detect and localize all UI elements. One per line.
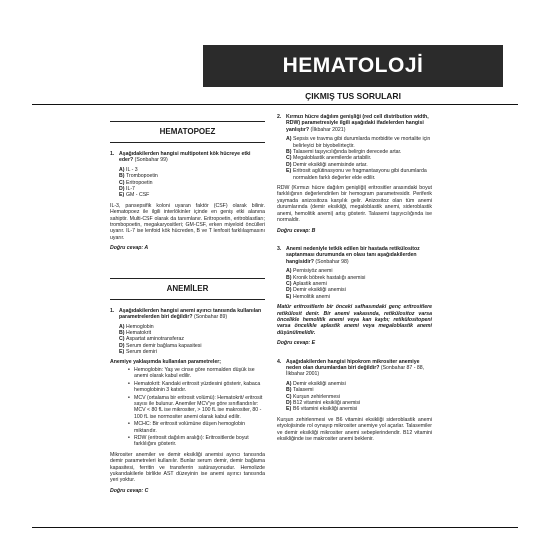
options-list <box>119 167 265 199</box>
question-source: (Sonbahar 98) <box>315 258 349 265</box>
section-heading-hematopoez: HEMATOPOEZ <box>110 127 265 137</box>
option-letter: A) <box>119 166 125 173</box>
question-3 <box>277 246 432 265</box>
option-text: Demir eksikliği anemisi <box>293 287 346 294</box>
option-letter: E) <box>286 406 292 413</box>
option-e <box>286 168 432 181</box>
option-text: Demir eksikliği anemisinde artar. <box>293 161 368 168</box>
left-column <box>110 113 265 496</box>
explanation-paragraph: Mikrositer anemiler ve demir eksikliği anemisi ayırıcı tanısında demir parametreleri kullanılır. Bunlar serum demir, demir bağlama kapasitesi, ferritin ve transferrin satürasyonudur. Hemolizde yukarıdakilerle birlikte AST düzeyinin ise anemi ayırıcı tanısında yeri yoktur. <box>110 451 265 484</box>
bullet-text: Hemoglobin: Yaş ve cinse göre normalden düşük ise anemi olarak kabul edilir. <box>134 366 255 380</box>
option-e <box>119 192 265 198</box>
option-letter: C) <box>286 280 292 287</box>
answer-line: Doğru cevap: C <box>110 487 149 494</box>
option-letter: D) <box>119 342 125 349</box>
question-text: Aşağıdakilerden hangisi anemi ayırıcı tanısında kullanılan parametrelerden biri değildir? <box>119 307 262 321</box>
bullet-text: MCV (ortalama bir eritrosit volümü): Hematokrit/ eritrosit sayısı ile bulunur. Anemiler MCV'ye göre sınıflandırılır: MCV < 80 fL ise mikrositer, > 100 fL ise makrositer, 80 - 100 fL ise normositer anemi olarak kabul edilir. <box>134 394 263 420</box>
bullet-text: MCHC: Bir eritrosit volümüne düşen hemoglobin miktarıdır. <box>134 421 246 434</box>
option-text: Trombopoetin <box>126 173 158 180</box>
option-text: IL-7 <box>126 186 135 193</box>
options-list <box>286 381 432 413</box>
option-text: Serum demir bağlama kapasitesi <box>126 342 202 349</box>
option-letter: B) <box>119 173 125 180</box>
question-number: 3. <box>277 245 282 252</box>
bullet-item: • RDW (eritrosit dağılım aralığı): Eritrositlerde boyut farklılığını gösterir. <box>128 435 265 448</box>
option-letter: E) <box>119 192 125 199</box>
explanation-paragraph: RDW (Kırmızı hücre dağılım genişliği) eritrositler arasındaki boyut farklılığının değerlendirilen bir hemogram parametresidir. Periferik yaymada anizositoza karşılık gelir. Anizositoz olan tüm anemi durumlarında (demir eksikliği, megaloblastik anemi, sideroblastik anemi, hemolitik anemi) artış gösterir. Talasemi taşıyıcılığında ise normaldir. <box>277 185 432 224</box>
option-text: Demir eksikliği anemisi <box>293 380 346 387</box>
explanation-paragraph: Kurşun zehirlenmesi ve B6 vitamini eksikliği sideroblastik anemi etyolojisinde rol oynayıp mikrositer anemiye yol açarlar. Talasemiler ve demir eksikliği mikrositer anemi sebeplerindendir. B12 vitamini eksikliğinde ise makrositer anemi beklenir. <box>277 416 432 443</box>
options-list <box>286 268 432 300</box>
option-text: Hematokrit <box>126 329 152 336</box>
answer-line: Doğru cevap: E <box>277 340 316 347</box>
option-e <box>286 294 432 300</box>
options-list <box>286 136 432 181</box>
explanation-paragraph: IL-3, pansepsifik koloni uyaran faktör (CSF) olarak bilinir. Hematopoez ile ilgili interlökinler içinde en geniş etki alanına sahiptir. Multi-CSF olarak da tanımlanır. Eritropoetin, eritroblastları; trombopoetin, megakaryositleri; GM-CSF, erken miyeloid öncülleri uyarır. IL-7 ise lenfoid kök hücreden, B ve T lenfosit farklılaşmasını uyarır. <box>110 202 265 241</box>
option-letter: A) <box>119 323 125 330</box>
question-number: 1. <box>110 307 115 314</box>
top-divider <box>32 104 518 105</box>
option-text: Pernisiyöz anemi <box>293 268 333 275</box>
bullet-list <box>128 367 265 448</box>
bullet-item: • MCHC: Bir eritrosit volümüne düşen hemoglobin miktarıdır. <box>128 421 265 434</box>
question-text: Aşağıdakilerden hangisi multipotent kök hücreye etki eder? <box>119 151 251 164</box>
parameters-heading: Anemiye yaklaşımda kullanılan parametreler; <box>110 358 222 365</box>
options-list <box>119 324 265 356</box>
option-letter: B) <box>119 329 125 336</box>
option-letter: D) <box>119 186 125 193</box>
question-number: 4. <box>277 358 282 365</box>
option-text: Eritrosit aglütinasyonu ve fragmantasyonu gibi durumlarda normalden farklı değerler elde edilir. <box>293 168 427 181</box>
question-text: Kırmızı hücre dağılım genişliği (red cell distribution width, RDW) parametresiyle ilgili aşağıdaki ifadelerden hangisi yanlıştır? <box>286 114 429 133</box>
option-text: Serum demiri <box>126 349 157 356</box>
option-text: Talasemi <box>293 387 314 394</box>
option-text: Megaloblastik anemilerde artabilir. <box>293 155 372 162</box>
question-text: Anemi nedeniyle tetkik edilen bir hastada retikülositoz saptanması durumunda en olası tanı aşağıdakilerden hangisidir? <box>286 245 420 265</box>
option-text: IL - 3 <box>126 166 138 173</box>
option-text: GM - CSF <box>126 192 150 199</box>
bullet-text: Hematokrit: Kandaki eritrosit yüzdesini gösterir, kabaca hemoglobinin 3 katıdır. <box>134 380 261 394</box>
option-text: Sepsis ve travma gibi durumlarda morbidite ve mortalite için belirleyici bir biyobelirteçtir. <box>293 136 431 149</box>
option-letter: E) <box>286 168 292 175</box>
question-1 <box>110 151 265 164</box>
option-letter: C) <box>286 393 292 400</box>
option-letter: C) <box>119 179 125 186</box>
option-letter: C) <box>286 155 292 162</box>
answer-line: Doğru cevap: A <box>110 245 149 252</box>
option-letter: A) <box>286 380 292 387</box>
question-number: 2. <box>277 114 282 120</box>
option-letter: B) <box>286 149 292 156</box>
page-subtitle: ÇIKMIŞ TUS SORULARI <box>305 91 401 101</box>
option-e <box>286 406 432 412</box>
option-text: B12 vitamini eksikliği anemisi <box>293 400 361 407</box>
option-letter: D) <box>286 287 292 294</box>
question-text: Aşağıdakilerden hangisi hipokrom mikrositer anemiye neden olan durumlardan biri değildir? <box>286 358 420 371</box>
option-letter: B) <box>286 274 292 281</box>
option-text: Talasemi taşıyıcılığında belirgin derecede artar. <box>293 149 402 156</box>
option-text: Aplastik anemi <box>293 280 327 287</box>
option-text: Eritropoetin <box>126 179 153 186</box>
question-source: (İlkbahar 2021) <box>310 126 346 133</box>
bullet-text: RDW (eritrosit dağılım aralığı): Eritrositlerde boyut farklılığını gösterir. <box>134 435 249 448</box>
option-letter: A) <box>286 268 292 275</box>
right-column <box>277 110 432 446</box>
explanation-paragraph: Matür eritrositlerin bir önceki safhasındaki genç eritrositlere retikülosit denir. Bir anemi vakasında, retikülositoz varsa öncelikle hemolitik anemi veya kan kaybı; retikülositopeni varsa öncelikle aplastik anemi veya megaloblastik anemi düşünülmelidir. <box>277 304 432 336</box>
page-title: HEMATOLOJİ <box>203 45 503 87</box>
question-source: (Sonbahar 87 - 88, İlkbahar 2001) <box>286 365 425 378</box>
question-anemi-1 <box>110 308 265 321</box>
question-2 <box>277 114 432 133</box>
question-source: (Sonbahar 89) <box>193 314 228 321</box>
option-letter: A) <box>286 136 292 143</box>
option-letter: E) <box>119 349 125 356</box>
option-text: Kurşun zehirlenmesi <box>293 393 340 400</box>
option-letter: B) <box>286 387 292 394</box>
section-heading-anemiler: ANEMİLER <box>110 284 265 294</box>
question-4 <box>277 359 432 378</box>
bullet-item: • Hemoglobin: Yaş ve cinse göre normalden düşük ise anemi olarak kabul edilir. <box>128 367 265 380</box>
option-letter: D) <box>286 161 292 168</box>
option-letter: D) <box>286 400 292 407</box>
option-e <box>119 349 265 355</box>
option-a <box>286 136 432 149</box>
option-text: B6 vitamini eksikliği anemisi <box>293 406 358 413</box>
question-number: 1. <box>110 151 115 157</box>
question-source: (Sonbahar 99) <box>134 157 168 164</box>
bullet-item: • MCV (ortalama bir eritrosit volümü): Hematokrit/ eritrosit sayısı ile bulunur. Anemiler MCV'ye göre sınıflandırılır: MCV < 80 fL ise mikrositer, > 100 fL ise makrositer, 80 - 100 fL ise normositer anemi olarak kabul edilir. <box>128 395 265 421</box>
option-letter: C) <box>119 336 125 343</box>
bottom-divider <box>32 527 518 528</box>
answer-line: Doğru cevap: B <box>277 227 316 234</box>
option-text: Aspartat aminotransferaz <box>126 336 184 343</box>
option-letter: E) <box>286 293 292 300</box>
option-text: Hemolitik anemi <box>293 293 330 300</box>
bullet-item: • Hematokrit: Kandaki eritrosit yüzdesini gösterir, kabaca hemoglobinin 3 katıdır. <box>128 381 265 394</box>
option-text: Kronik böbrek hastalığı anemisi <box>293 274 366 281</box>
option-text: Hemoglobin <box>126 323 154 330</box>
